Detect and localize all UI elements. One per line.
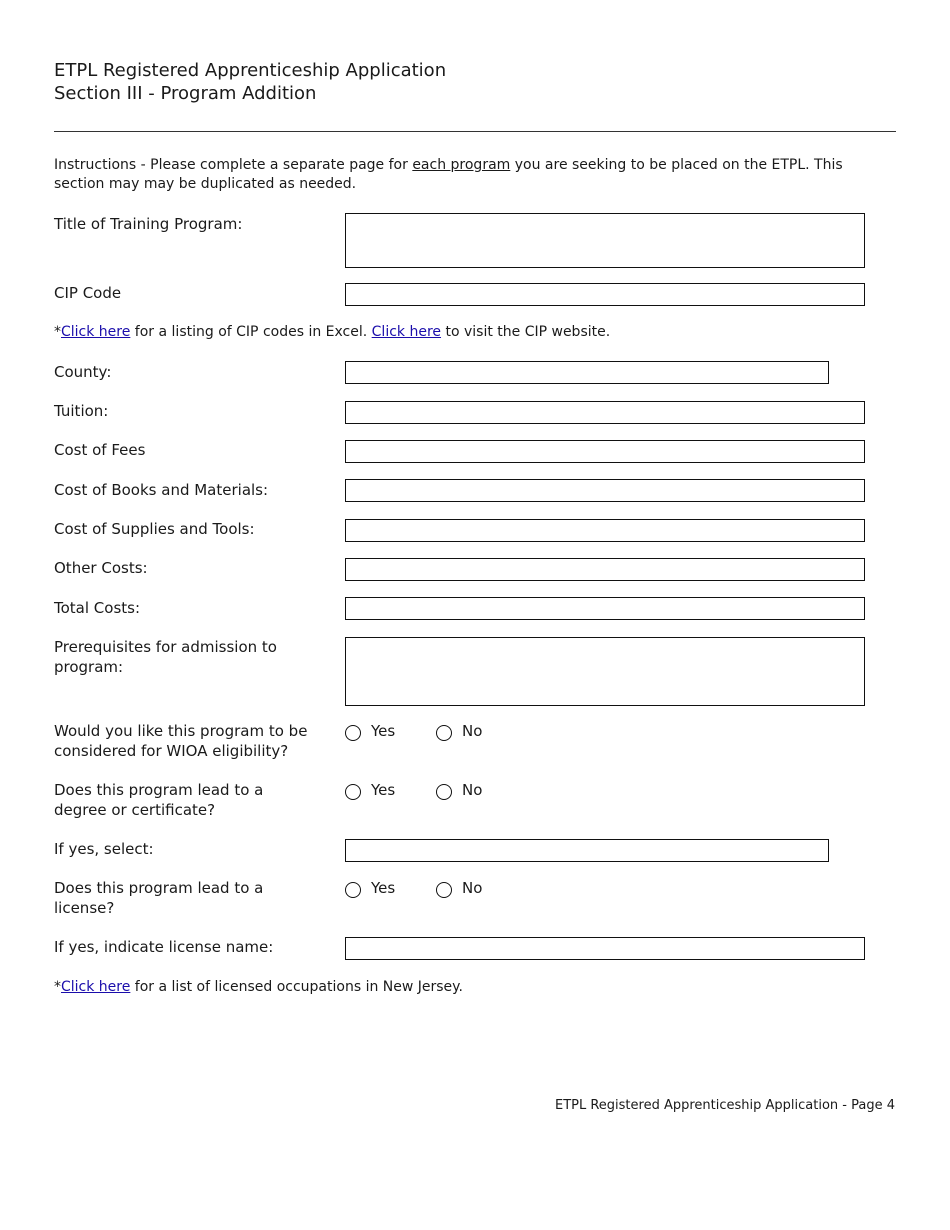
label-title-of-training-program: Title of Training Program: xyxy=(54,215,243,233)
license-note-asterisk: * xyxy=(54,979,61,995)
cip-excel-link[interactable]: Click here xyxy=(61,324,131,340)
label-cip-code: CIP Code xyxy=(54,284,122,302)
wioa-yes-label: Yes xyxy=(371,722,396,740)
label-license-name: If yes, indicate license name: xyxy=(54,938,274,956)
cip-code-input[interactable] xyxy=(345,283,865,306)
cost-of-fees-input[interactable] xyxy=(345,440,865,463)
label-degree-certificate: Does this program lead to a degree or certificate? xyxy=(54,781,264,819)
other-costs-input[interactable] xyxy=(345,558,865,581)
label-tuition: Tuition: xyxy=(54,402,109,420)
label-prerequisites: Prerequisites for admission to program: xyxy=(54,638,277,676)
cip-note xyxy=(54,323,610,342)
cip-note-middle: for a listing of CIP codes in Excel. xyxy=(130,324,372,340)
label-cost-of-books: Cost of Books and Materials: xyxy=(54,481,269,499)
degree-no-label: No xyxy=(462,781,483,799)
label-wioa-eligibility: Would you like this program to be considered for WIOA eligibility? xyxy=(54,722,308,760)
label-total-costs: Total Costs: xyxy=(54,599,141,617)
license-name-input[interactable] xyxy=(345,937,865,960)
wioa-yes-option[interactable] xyxy=(345,721,436,741)
degree-yes-radio[interactable] xyxy=(345,784,361,800)
label-license: Does this program lead to a license? xyxy=(54,879,264,917)
label-if-yes-select: If yes, select: xyxy=(54,840,154,858)
cost-of-books-input[interactable] xyxy=(345,479,865,502)
total-costs-input[interactable] xyxy=(345,597,865,620)
wioa-radio-group xyxy=(345,721,482,741)
degree-no-option[interactable] xyxy=(436,780,482,800)
degree-yes-option[interactable] xyxy=(345,780,436,800)
document-title: ETPL Registered Apprenticeship Application xyxy=(54,60,447,81)
cost-of-supplies-input[interactable] xyxy=(345,519,865,542)
instructions xyxy=(54,156,896,194)
title-divider xyxy=(54,131,896,132)
license-note-end: for a list of licensed occupations in New Jersey. xyxy=(130,979,463,995)
county-select[interactable] xyxy=(345,361,829,384)
wioa-no-radio[interactable] xyxy=(436,725,452,741)
license-no-option[interactable] xyxy=(436,878,482,898)
degree-no-radio[interactable] xyxy=(436,784,452,800)
license-yes-label: Yes xyxy=(371,879,396,897)
instructions-emphasis: each program xyxy=(412,157,511,173)
label-cost-of-supplies: Cost of Supplies and Tools: xyxy=(54,520,255,538)
license-yes-option[interactable] xyxy=(345,878,436,898)
license-radio-group xyxy=(345,878,482,898)
label-county: County: xyxy=(54,363,112,381)
prerequisites-input[interactable] xyxy=(345,637,865,706)
license-no-label: No xyxy=(462,879,483,897)
wioa-no-label: No xyxy=(462,722,483,740)
label-cost-of-fees: Cost of Fees xyxy=(54,441,146,459)
wioa-yes-radio[interactable] xyxy=(345,725,361,741)
cip-website-link[interactable]: Click here xyxy=(371,324,442,340)
license-no-radio[interactable] xyxy=(436,882,452,898)
tuition-input[interactable] xyxy=(345,401,865,424)
title-of-training-program-input[interactable] xyxy=(345,213,865,268)
section-title: Section III - Program Addition xyxy=(54,83,317,104)
instructions-prefix: Instructions - Please complete a separate page for xyxy=(54,157,413,173)
label-other-costs: Other Costs: xyxy=(54,559,148,577)
degree-yes-label: Yes xyxy=(371,781,396,799)
license-yes-radio[interactable] xyxy=(345,882,361,898)
licensed-occupations-link[interactable]: Click here xyxy=(61,979,131,995)
license-note xyxy=(54,978,463,997)
wioa-no-option[interactable] xyxy=(436,721,482,741)
page-footer: ETPL Registered Apprenticeship Application - Page 4 xyxy=(554,1098,895,1113)
instructions-suffix: you are seeking to be placed on the ETPL. This section may may be duplicated as needed. xyxy=(54,157,843,192)
cip-note-end: to visit the CIP website. xyxy=(441,324,611,340)
degree-type-select[interactable] xyxy=(345,839,829,862)
degree-radio-group xyxy=(345,780,482,800)
cip-note-asterisk: * xyxy=(54,324,61,340)
